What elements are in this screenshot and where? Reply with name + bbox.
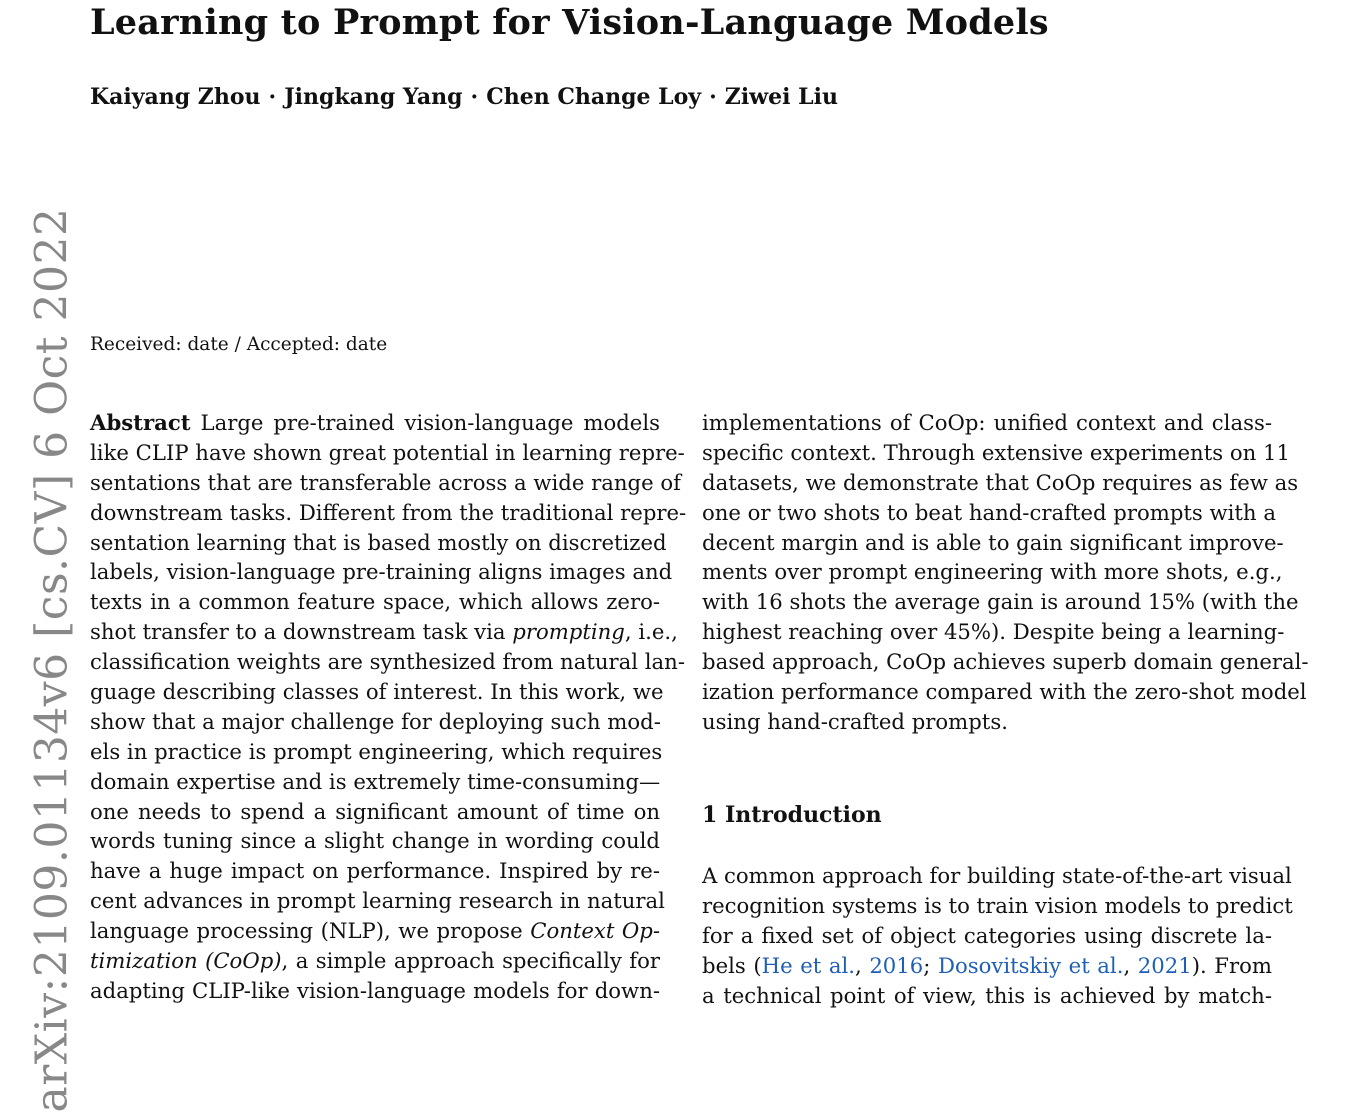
author-separator: ·: [470, 84, 479, 110]
abstract-line: with 16 shots the average gain is around 15% (with the: [702, 589, 1299, 615]
abstract-line: ization performance compared with the zero-shot model: [702, 679, 1307, 705]
emphasis-prompting: prompting: [512, 619, 625, 645]
abstract-line: one or two shots to beat hand-crafted prompts with a: [702, 499, 1276, 525]
abstract-line: language processing (NLP), we propose Context Op-: [90, 918, 660, 944]
abstract-line: implementations of CoOp: unified context and class-: [702, 410, 1272, 435]
abstract-line: ments over prompt engineering with more shots, e.g.,: [702, 559, 1283, 585]
received-accepted-dates: Received: date / Accepted: date: [90, 334, 388, 355]
abstract-line: texts in a common feature space, which allows zero-: [90, 589, 660, 615]
citation-year-link[interactable]: 2021: [1137, 952, 1192, 978]
citation-link[interactable]: He et al.: [761, 952, 855, 978]
abstract-line: Abstract Large pre-trained vision-language models: [90, 410, 660, 435]
intro-line: A common approach for building state-of-the-art visual: [702, 863, 1292, 888]
author-separator: ·: [268, 84, 277, 110]
author-list: [90, 84, 838, 110]
emphasis-method-name: timization (CoOp): [90, 948, 282, 974]
author-name: Chen Change Loy: [486, 84, 702, 110]
abstract-line: shot transfer to a downstream task via prompting, i.e.,: [90, 619, 678, 645]
abstract-line: highest reaching over 45%). Despite being a learning-: [702, 619, 1285, 645]
citation-link[interactable]: Dosovitskiy et al.: [937, 952, 1124, 978]
author-name: Kaiyang Zhou: [90, 84, 261, 110]
arxiv-identifier: arXiv:2109.01134v6 [cs.CV] 6 Oct 2022: [26, 207, 78, 1112]
author-name: Ziwei Liu: [724, 84, 838, 110]
section-heading-introduction: 1 Introduction: [702, 802, 882, 828]
abstract-line: domain expertise and is extremely time-consuming—: [90, 768, 661, 794]
abstract-line: decent margin and is able to gain significant improve-: [702, 529, 1284, 555]
intro-line: recognition systems is to train vision models to predict: [702, 892, 1293, 918]
abstract-line: like CLIP have shown great potential in learning repre-: [90, 439, 685, 465]
abstract-line: timization (CoOp), a simple approach specifically for: [90, 948, 661, 974]
abstract-line: sentations that are transferable across a wide range of: [90, 469, 681, 495]
abstract-line: specific context. Through extensive experiments on 11: [702, 439, 1290, 465]
intro-line: bels (He et al., 2016; Dosovitskiy et al., 2021). From: [702, 952, 1272, 978]
abstract-line: guage describing classes of interest. In this work, we: [90, 679, 664, 705]
abstract-line: els in practice is prompt engineering, which requires: [90, 738, 663, 764]
abstract-line: labels, vision-language pre-training aligns images and: [90, 559, 673, 585]
paper-title: Learning to Prompt for Vision-Language Models: [90, 2, 1049, 43]
intro-line: for a fixed set of object categories using discrete la-: [702, 922, 1272, 948]
abstract-line: downstream tasks. Different from the traditional repre-: [90, 499, 687, 525]
abstract-line: words tuning since a slight change in wording could: [90, 828, 660, 854]
abstract-line: classification weights are synthesized from natural lan-: [90, 649, 685, 675]
abstract-line: using hand-crafted prompts.: [702, 708, 1008, 734]
abstract-line: datasets, we demonstrate that CoOp requires as few as: [702, 469, 1299, 495]
author-name: Jingkang Yang: [284, 84, 463, 110]
abstract-line: have a huge impact on performance. Inspired by re-: [90, 858, 660, 884]
abstract-line: show that a major challenge for deploying such mod-: [90, 708, 661, 734]
abstract-line: based approach, CoOp achieves superb domain general-: [702, 649, 1309, 675]
abstract-left-column: [90, 408, 687, 1006]
abstract-right-column: [702, 408, 1309, 737]
intro-line: a technical point of view, this is achieved by match-: [702, 982, 1272, 1008]
abstract-label: Abstract: [90, 410, 191, 435]
abstract-line: sentation learning that is based mostly on discretized: [90, 529, 667, 555]
introduction-body: [702, 861, 1293, 1010]
abstract-line: adapting CLIP-like vision-language models for down-: [90, 977, 660, 1003]
abstract-line: cent advances in prompt learning research in natural: [90, 888, 665, 914]
abstract-line: one needs to spend a significant amount of time on: [90, 798, 660, 824]
emphasis-method-name: Context Op-: [530, 918, 660, 944]
citation-year-link[interactable]: 2016: [869, 952, 924, 978]
author-separator: ·: [709, 84, 717, 110]
